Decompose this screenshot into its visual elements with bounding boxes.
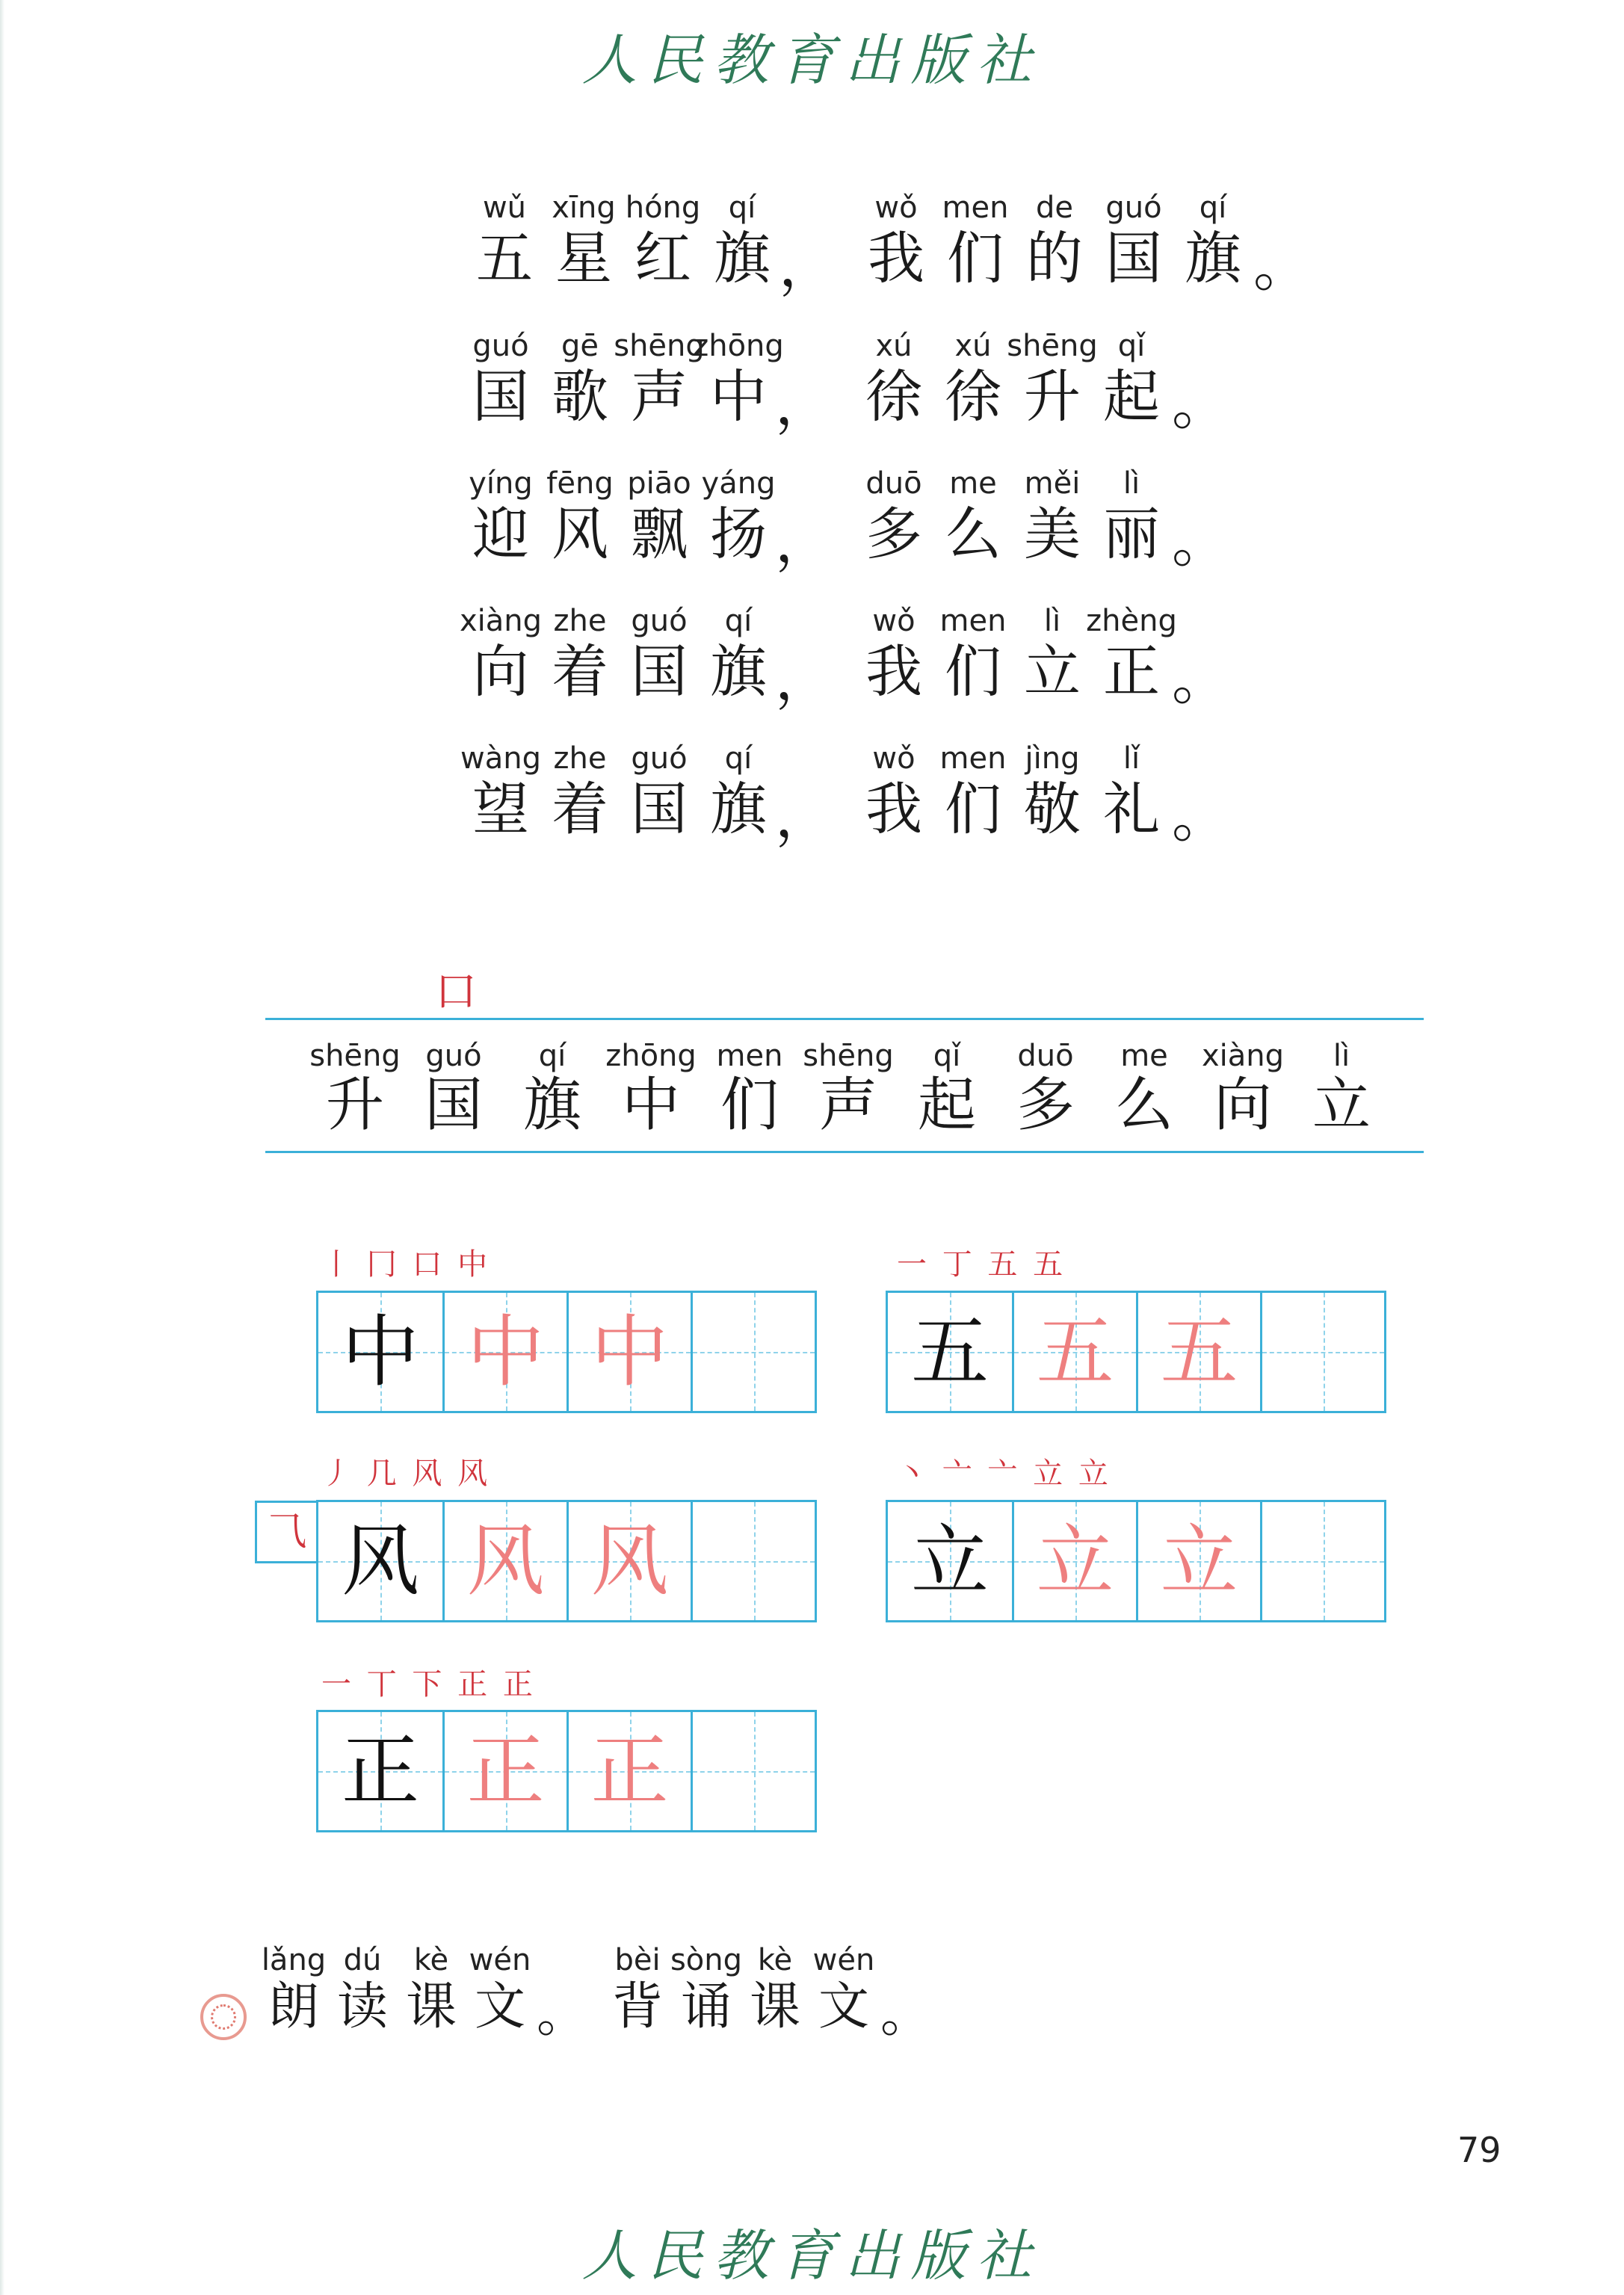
hanzi: 立	[1024, 638, 1081, 705]
hanzi: 旗	[714, 225, 771, 291]
hanzi: 向	[1213, 1072, 1273, 1139]
hanzi: 国	[631, 638, 688, 705]
hanzi: 徐	[945, 363, 1001, 430]
pinyin: měi	[1024, 466, 1081, 501]
pinyin: wǒ	[872, 741, 916, 776]
stroke-hint: ⺄	[255, 1501, 318, 1563]
hanzi: 多	[1016, 1072, 1075, 1139]
trace-cell[interactable]	[1012, 1293, 1136, 1411]
comma: ，	[779, 232, 836, 299]
pinyin: xiàng	[1201, 1039, 1285, 1073]
trace-char: 五	[1036, 1306, 1114, 1397]
hanzi: 星	[555, 225, 612, 291]
writing-grid-zheng	[316, 1710, 817, 1832]
pinyin: zhōng	[605, 1039, 697, 1073]
hanzi: 们	[720, 1072, 779, 1139]
pinyin: wén	[469, 1943, 531, 1977]
pinyin: kè	[757, 1943, 793, 1977]
pinyin: lì	[1333, 1039, 1350, 1073]
comma: ，	[775, 783, 832, 850]
hanzi: 迎	[472, 501, 529, 567]
trace-char: 正	[590, 1726, 669, 1817]
publisher-footer: 人民教育出版社	[581, 2224, 1043, 2288]
pinyin: qí	[724, 741, 753, 776]
trace-char: 风	[466, 1516, 545, 1607]
hanzi: 起	[1103, 363, 1160, 430]
period: 。	[1172, 371, 1229, 437]
hanzi: 歌	[552, 363, 608, 430]
hanzi: 正	[1103, 638, 1160, 705]
pinyin: zhèng	[1086, 604, 1177, 638]
trace-char: 中	[466, 1306, 545, 1397]
pinyin: dú	[343, 1943, 382, 1977]
pinyin: men	[716, 1039, 783, 1073]
period: 。	[1172, 646, 1229, 712]
pinyin: wǒ	[874, 191, 918, 225]
period: 。	[1253, 232, 1310, 299]
model-char: 正	[341, 1726, 419, 1817]
hanzi: 敬	[1024, 776, 1081, 842]
hanzi: 起	[917, 1072, 977, 1139]
pinyin: zhe	[553, 741, 607, 776]
trace-cell[interactable]	[1136, 1293, 1260, 1411]
hanzi: 向	[472, 638, 529, 705]
pinyin: men	[939, 741, 1007, 776]
hanzi: 红	[635, 225, 691, 291]
radical-label: 口	[435, 968, 477, 1016]
pinyin: wén	[812, 1943, 875, 1977]
trace-char: 风	[590, 1516, 669, 1607]
hanzi: 国	[472, 363, 529, 430]
hanzi: 的	[1026, 225, 1083, 291]
pinyin: de	[1036, 191, 1073, 225]
hanzi: 文	[818, 1977, 870, 2036]
pinyin: yíng	[469, 466, 533, 501]
pinyin: qí	[728, 191, 756, 225]
trace-char: 立	[1160, 1516, 1238, 1607]
model-cell	[888, 1293, 1012, 1411]
hanzi: 文	[474, 1977, 526, 2036]
model-char: 立	[910, 1516, 989, 1607]
pinyin: wǔ	[482, 191, 527, 225]
comma: ，	[775, 371, 832, 437]
empty-practice-cell[interactable]	[691, 1502, 815, 1620]
publisher-header: 人民教育出版社	[581, 28, 1043, 93]
pinyin: fēng	[546, 466, 614, 501]
hanzi: 么	[1114, 1072, 1174, 1139]
stroke-order: 一 丁 五 五	[897, 1247, 1066, 1282]
pinyin: lǐ	[1123, 741, 1140, 776]
hanzi: 我	[865, 638, 922, 705]
pinyin: me	[949, 466, 997, 501]
hanzi: 背	[611, 1977, 664, 2036]
trace-cell[interactable]	[566, 1502, 691, 1620]
empty-practice-cell[interactable]	[1260, 1293, 1384, 1411]
empty-practice-cell[interactable]	[691, 1293, 815, 1411]
hanzi: 丽	[1103, 501, 1160, 567]
pinyin: zhōng	[693, 329, 784, 363]
pinyin: sòng	[670, 1943, 743, 1977]
pinyin: zhe	[553, 604, 607, 638]
pinyin: lì	[1123, 466, 1140, 501]
hanzi: 着	[552, 776, 608, 842]
stroke-order: 一 丅 下 正 正	[321, 1667, 536, 1702]
pinyin: guó	[425, 1039, 482, 1073]
empty-practice-cell[interactable]	[1260, 1502, 1384, 1620]
trace-cell[interactable]	[566, 1293, 691, 1411]
comma: ，	[775, 646, 832, 712]
pinyin: me	[1120, 1039, 1168, 1073]
hanzi: 朗	[268, 1977, 320, 2036]
hanzi: 旗	[1185, 225, 1241, 291]
trace-char: 五	[1160, 1306, 1238, 1397]
model-cell	[888, 1502, 1012, 1620]
hanzi: 我	[865, 776, 922, 842]
hanzi: 风	[552, 501, 608, 567]
model-cell	[318, 1502, 442, 1620]
period: 。	[1172, 508, 1229, 575]
trace-cell[interactable]	[566, 1712, 691, 1830]
model-cell	[318, 1712, 442, 1830]
trace-cell[interactable]	[442, 1293, 566, 1411]
vocab-bottom-rule	[265, 1151, 1424, 1153]
stroke-order: 丶 亠 亠 立 立	[897, 1457, 1111, 1491]
hanzi: 诵	[680, 1977, 732, 2036]
writing-grid-wu	[886, 1291, 1386, 1413]
hanzi: 着	[552, 638, 608, 705]
period: 。	[880, 1985, 932, 2044]
pinyin: bèi	[614, 1943, 661, 1977]
hanzi: 飘	[631, 501, 688, 567]
trace-cell[interactable]	[442, 1712, 566, 1830]
hanzi: 升	[1024, 363, 1081, 430]
pinyin: men	[939, 604, 1007, 638]
pinyin: kè	[413, 1943, 449, 1977]
hanzi: 国	[631, 776, 688, 842]
hanzi: 读	[336, 1977, 389, 2036]
pinyin: xú	[875, 329, 913, 363]
model-char: 中	[341, 1306, 419, 1397]
hanzi: 声	[631, 363, 688, 430]
pinyin: shēng	[803, 1039, 894, 1073]
empty-practice-cell[interactable]	[691, 1712, 815, 1830]
stroke-order: 丨 冂 口 中	[321, 1247, 491, 1282]
pinyin: gē	[561, 329, 599, 363]
model-cell	[318, 1293, 442, 1411]
pinyin: qǐ	[1117, 329, 1146, 363]
hanzi: 礼	[1103, 776, 1160, 842]
hanzi: 课	[749, 1977, 801, 2036]
writing-grid-zhong	[316, 1291, 817, 1413]
pinyin: xú	[954, 329, 992, 363]
stroke-order: 丿 几 风 风	[321, 1457, 491, 1491]
pinyin: hóng	[625, 191, 701, 225]
pinyin: piāo	[627, 466, 691, 501]
hanzi: 望	[472, 776, 529, 842]
pinyin: shēng	[309, 1039, 401, 1073]
model-char: 五	[910, 1306, 989, 1397]
pinyin: qí	[724, 604, 753, 638]
trace-char: 正	[466, 1726, 545, 1817]
hanzi: 国	[424, 1072, 484, 1139]
hanzi: 我	[868, 225, 924, 291]
hanzi: 中	[621, 1072, 681, 1139]
seal-icon	[200, 1994, 247, 2040]
trace-cell[interactable]	[1136, 1502, 1260, 1620]
hanzi: 们	[945, 638, 1001, 705]
pinyin: qǐ	[933, 1039, 961, 1073]
hanzi: 声	[818, 1072, 878, 1139]
pinyin: wǒ	[872, 604, 916, 638]
period: 。	[536, 1985, 588, 2044]
pinyin: men	[942, 191, 1009, 225]
writing-grid-li	[886, 1500, 1386, 1622]
trace-char: 中	[590, 1306, 669, 1397]
hanzi: 么	[945, 501, 1001, 567]
hanzi: 五	[476, 225, 533, 291]
trace-cell[interactable]	[442, 1502, 566, 1620]
hanzi: 中	[710, 363, 767, 430]
comma: ，	[775, 508, 832, 575]
trace-char: 立	[1036, 1516, 1114, 1607]
hanzi: 旗	[710, 638, 767, 705]
hanzi: 们	[945, 776, 1001, 842]
hanzi: 立	[1312, 1072, 1371, 1139]
pinyin: lǎng	[261, 1943, 327, 1977]
pinyin: lì	[1043, 604, 1061, 638]
pinyin: guó	[631, 604, 688, 638]
page-left-edge	[0, 0, 4, 2295]
pinyin: guó	[631, 741, 688, 776]
trace-cell[interactable]	[1012, 1502, 1136, 1620]
pinyin: qí	[538, 1039, 566, 1073]
pinyin: shēng	[1007, 329, 1098, 363]
pinyin: duō	[865, 466, 922, 501]
pinyin: qí	[1199, 191, 1227, 225]
writing-grid-feng	[316, 1500, 817, 1622]
pinyin: yáng	[701, 466, 776, 501]
pinyin: xiàng	[459, 604, 543, 638]
model-char: 风	[341, 1516, 419, 1607]
pinyin: duō	[1017, 1039, 1074, 1073]
hanzi: 们	[947, 225, 1004, 291]
pinyin: jìng	[1025, 741, 1080, 776]
page-number: 79	[1457, 2130, 1501, 2170]
hanzi: 课	[405, 1977, 457, 2036]
period: 。	[1172, 783, 1229, 850]
hanzi: 美	[1024, 501, 1081, 567]
hanzi: 扬	[710, 501, 767, 567]
vocab-top-rule	[265, 1018, 1424, 1020]
hanzi: 旗	[522, 1072, 582, 1139]
pinyin: shēng	[614, 329, 705, 363]
hanzi: 多	[865, 501, 922, 567]
pinyin: guó	[472, 329, 529, 363]
pinyin: guó	[1105, 191, 1162, 225]
hanzi: 国	[1105, 225, 1162, 291]
pinyin: xīng	[552, 191, 616, 225]
pinyin: wàng	[460, 741, 541, 776]
hanzi: 徐	[865, 363, 922, 430]
hanzi: 升	[325, 1072, 385, 1139]
hanzi: 旗	[710, 776, 767, 842]
